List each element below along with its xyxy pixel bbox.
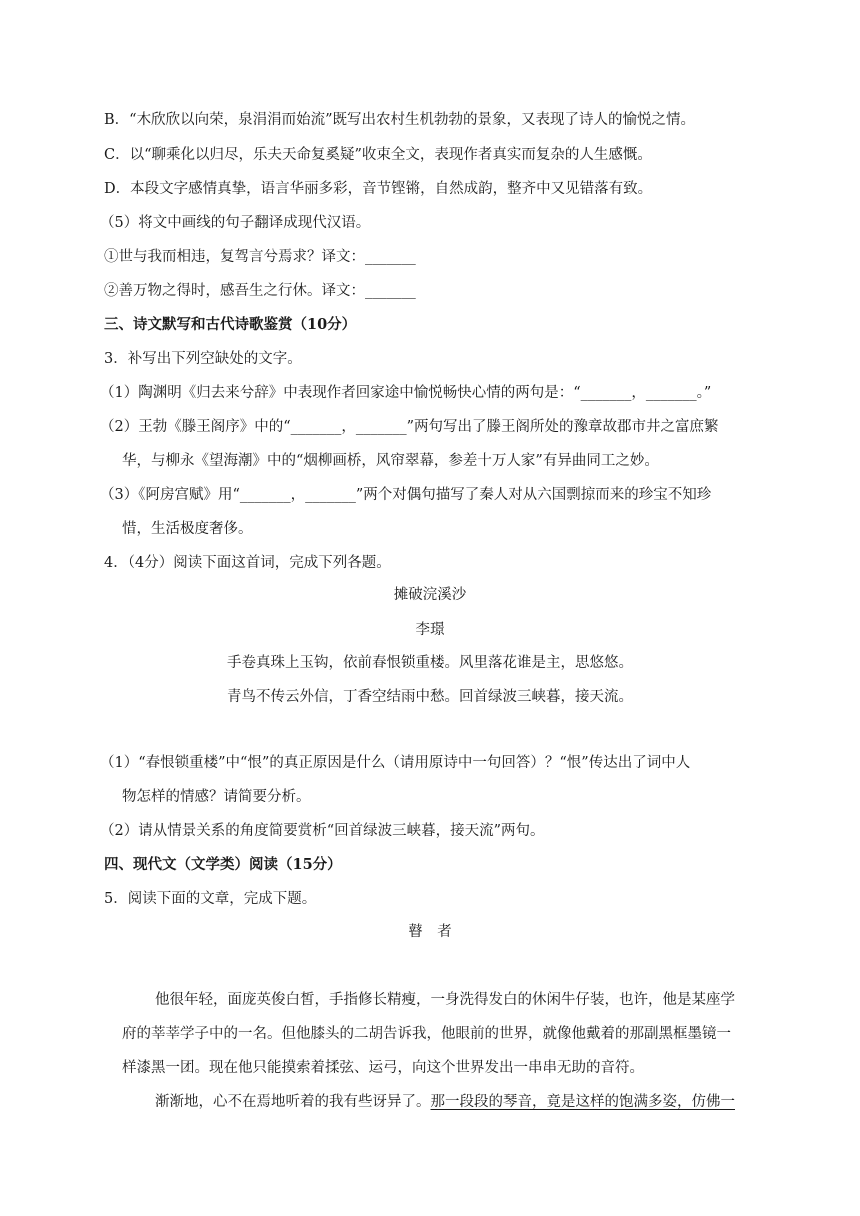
poem-line-2: 青鸟不传云外信，丁香空结雨中愁。回首绿波三峡暮，接天流。 — [227, 689, 633, 705]
poem-author: 李璟 — [415, 622, 445, 638]
paragraph-1-line-3: 样漆黑一团。现在他只能摸索着揉弦、运弓，向这个世界发出一串串无助的音符。 — [122, 1060, 644, 1076]
option-c: C．以“聊乘化以归尽，乐夫天命复奚疑”收束全文，表现作者真实而复杂的人生感慨。 — [104, 147, 652, 163]
question-5-stem: 5．阅读下面的文章，完成下题。 — [104, 891, 317, 907]
section-4-heading: 四、现代文（文学类）阅读（15分） — [104, 856, 342, 873]
question-4-1-line-1: （1）“春恨锁重楼”中“恨”的真正原因是什么（请用原诗中一句回答）？“恨”传达出了词中人 — [100, 755, 691, 771]
poem-title: 摊破浣溪沙 — [393, 587, 467, 603]
paragraph-2-line-1 — [155, 1092, 735, 1112]
question-3-3-line-2: 惜，生活极度奢侈。 — [122, 521, 253, 537]
option-b: B．“木欣欣以向荣，泉涓涓而始流”既写出农村生机勃勃的景象，又表现了诗人的愉悦之情。 — [104, 112, 695, 128]
section-3-heading: 三、诗文默写和古代诗歌鉴赏（10分） — [104, 316, 357, 333]
article-title: 瞽 者 — [408, 924, 452, 940]
question-3-2-line-2: 华，与柳永《望海潮》中的“烟柳画桥，风帘翠幕，参差十万人家”有异曲同工之妙。 — [122, 453, 659, 469]
question-3-stem: 3．补写出下列空缺处的文字。 — [104, 351, 302, 367]
translation-item-2: ②善万物之得时，感吾生之行休。译文：_______ — [104, 283, 416, 299]
question-3-3-line-1: （3）《阿房宫赋》用“_______，_______”两个对偶句描写了秦人对从六国剽掠而来的珍宝不知珍 — [100, 487, 712, 503]
question-3-2-line-1: （2）王勃《滕王阁序》中的“_______，_______”两句写出了滕王阁所处的豫章故郡市井之富庶繁 — [100, 419, 719, 435]
poem-line-1: 手卷真珠上玉钩，依前春恨锁重楼。风里落花谁是主，思悠悠。 — [227, 655, 633, 671]
question-3-1: （1）陶渊明《归去来兮辞》中表现作者回家途中愉悦畅快心情的两句是：“_______，_______。” — [100, 385, 712, 401]
question-4-stem: 4．（4分）阅读下面这首词，完成下列各题。 — [104, 555, 391, 571]
option-d: D．本段文字感情真挚，语言华丽多彩，音节铿锵，自然成韵，整齐中又见错落有致。 — [104, 181, 653, 197]
question-4-2: （2）请从情景关系的角度简要赏析“回首绿波三峡暮，接天流”两句。 — [100, 823, 545, 839]
translation-item-1: ①世与我而相违，复驾言兮焉求？译文：_______ — [104, 249, 416, 265]
paragraph-1-line-1: 他很年轻，面庞英俊白皙，手指修长精瘦，一身洗得发白的休闲牛仔装，也许，他是某座学 — [155, 992, 735, 1008]
question-4-1-line-2: 物怎样的情感？请简要分析。 — [122, 789, 311, 805]
translation-prompt: （5）将文中画线的句子翻译成现代汉语。 — [100, 215, 371, 231]
paragraph-1-line-2: 府的莘莘学子中的一名。但他膝头的二胡告诉我，他眼前的世界，就像他戴着的那副黑框墨镜一 — [122, 1026, 731, 1042]
underlined-sentence: 那一段段的琴音，竟是这样的饱满多姿，仿佛一 — [430, 1094, 735, 1110]
paragraph-2-text: 渐渐地，心不在焉地听着的我有些讶异了。 — [155, 1094, 431, 1110]
